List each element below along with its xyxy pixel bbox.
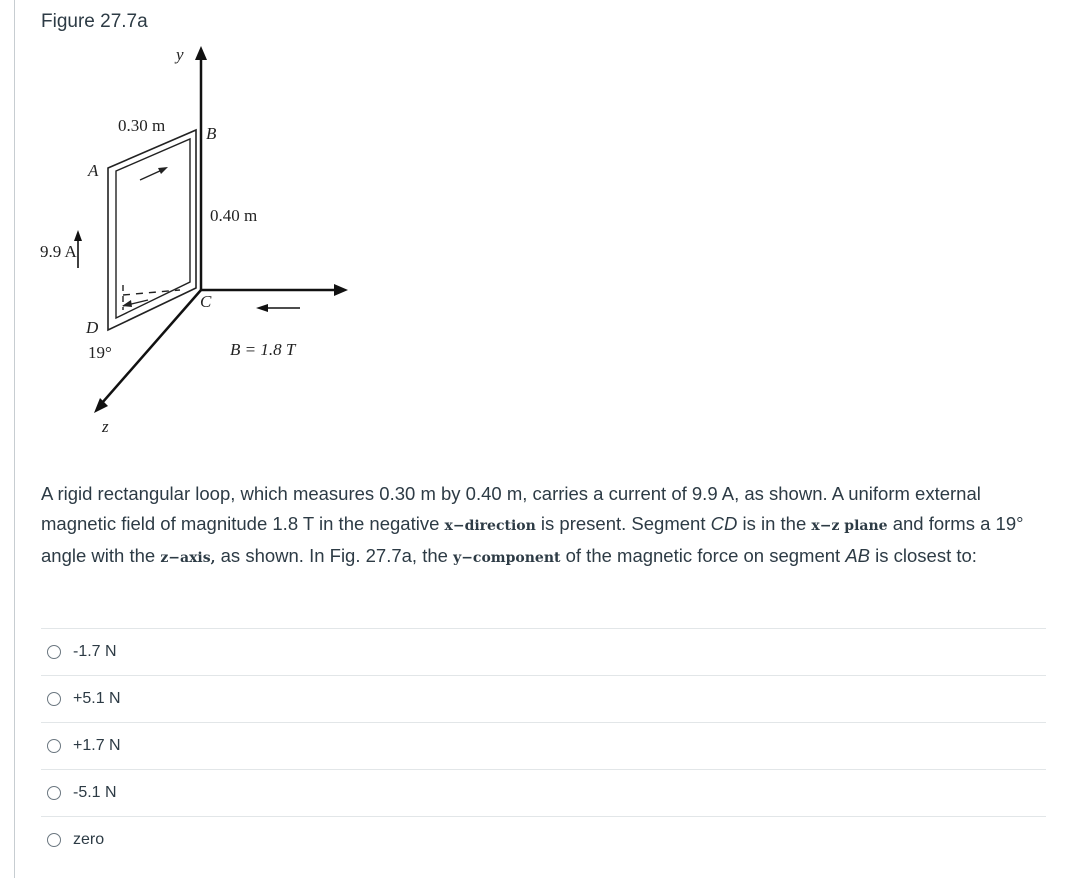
answer-option[interactable] [41, 628, 1046, 675]
answer-label: +1.7 N [73, 737, 121, 754]
radio-button[interactable] [47, 692, 61, 706]
label-angle: 19° [88, 343, 112, 362]
label-corner-a: A [88, 161, 99, 180]
answer-list [41, 628, 1046, 863]
question-text: A rigid rectangular loop, which measures 0.30 m by 0.40 m, carries a current of 9.9 A, as shown. A uniform external magnetic field of magnitude 1.8 T in the negative x−direction is present. Segment CD is in the x−z plane and forms a 19° angle with the z−axis, as shown. In Fig. 27.7a, the y−component of the magnetic force on segment AB is closest to: [41, 483, 1024, 566]
label-corner-d: D [86, 318, 99, 337]
label-z-axis: z [102, 417, 109, 436]
label-corner-c: C [200, 292, 212, 311]
figure-diagram [30, 38, 370, 438]
label-corner-b: B [206, 124, 217, 143]
answer-option[interactable] [41, 675, 1046, 722]
figure-title: Figure 27.7a [41, 11, 148, 32]
answer-option[interactable] [41, 722, 1046, 769]
radio-button[interactable] [47, 739, 61, 753]
label-height: 0.40 m [210, 206, 258, 225]
label-field: B = 1.8 T [230, 340, 296, 359]
radio-button[interactable] [47, 833, 61, 847]
x-axis-arrowhead [334, 284, 348, 296]
answer-label: +5.1 N [73, 690, 121, 707]
radio-button[interactable] [47, 786, 61, 800]
label-current: 9.9 A [40, 242, 77, 261]
loop-current-arrow [158, 167, 168, 174]
answer-label: -5.1 N [73, 784, 117, 801]
left-border [14, 0, 15, 878]
answer-label: -1.7 N [73, 643, 117, 660]
answer-option[interactable] [41, 769, 1046, 816]
z-axis-line [102, 290, 201, 403]
answer-option[interactable] [41, 816, 1046, 863]
label-width: 0.30 m [118, 116, 166, 135]
y-axis-arrowhead [195, 46, 207, 60]
current-arrow [74, 230, 82, 241]
loop-inner [116, 139, 190, 318]
answer-label: zero [73, 831, 105, 848]
label-y-axis: y [176, 45, 184, 64]
radio-button[interactable] [47, 645, 61, 659]
field-arrow [256, 304, 268, 312]
